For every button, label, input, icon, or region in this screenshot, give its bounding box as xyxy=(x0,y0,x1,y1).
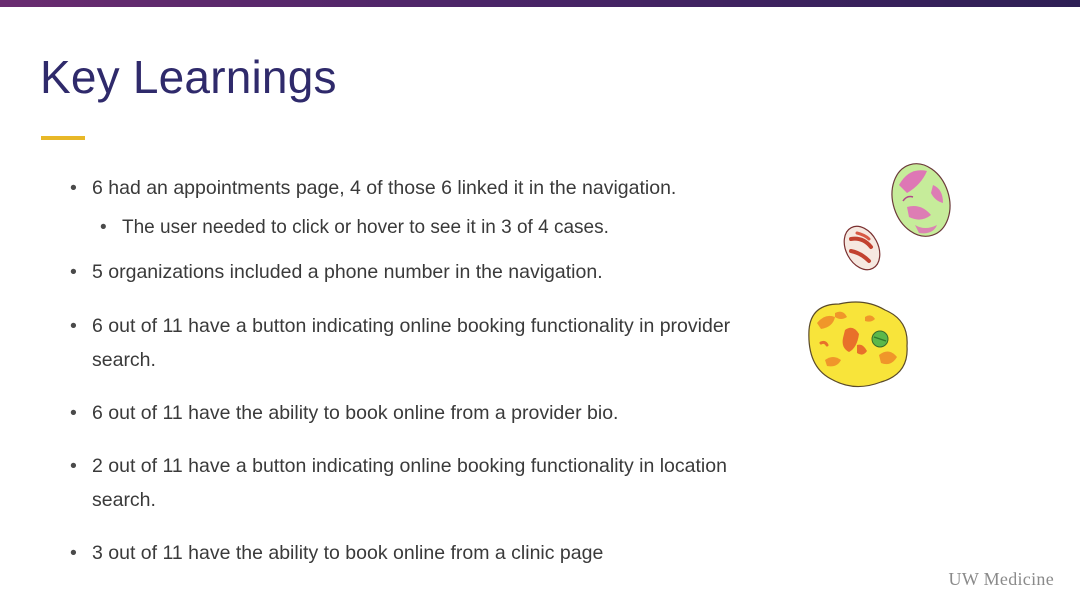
cell-illustration-red-icon xyxy=(837,220,887,276)
bullet-item: • 3 out of 11 have the ability to book online from a clinic page xyxy=(70,536,750,570)
uw-medicine-logo: UW Medicine xyxy=(948,569,1054,589)
bullet-item: • 6 out of 11 have a button indicating online booking functionality in provider search. xyxy=(70,309,750,377)
top-accent-bar xyxy=(0,0,1080,7)
sub-bullet-item: • The user needed to click or hover to see it in 3 of 4 cases. xyxy=(100,211,750,245)
slide-title: Key Learnings xyxy=(40,51,337,103)
bullet-item: • 5 organizations included a phone number in the navigation. xyxy=(70,255,750,289)
bullet-item: • 6 out of 11 have the ability to book online from a provider bio. xyxy=(70,396,750,430)
title-underline-accent xyxy=(41,136,85,140)
cell-illustration-yellow-icon xyxy=(809,302,907,387)
bullet-item: • 6 had an appointments page, 4 of those 6 linked it in the navigation. xyxy=(70,171,750,205)
bullet-item: • 2 out of 11 have a button indicating online booking functionality in location search. xyxy=(70,449,750,517)
cell-illustration-green-icon xyxy=(883,156,959,244)
cell-illustrations xyxy=(795,155,965,405)
